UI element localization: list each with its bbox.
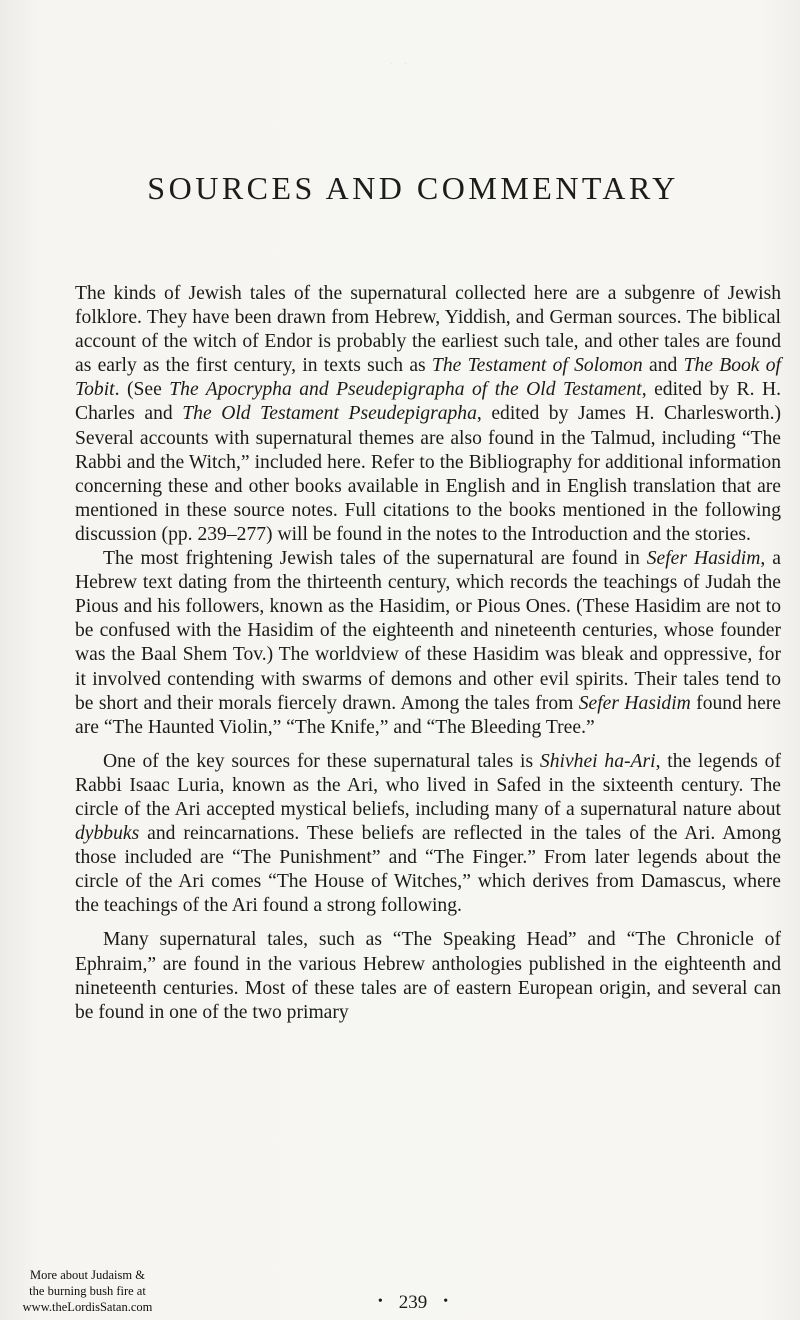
page-number: 239 bbox=[398, 1292, 428, 1313]
text-run: , the legends of Rabbi Isaac Luria, known as the Ari, who lived in Safed in the sixteenth century. The circle of the Ari accepted mystical beliefs, including many of a supernatural nature about bbox=[75, 750, 781, 820]
italic-title: The Old Testament Pseudepigrapha bbox=[182, 403, 477, 425]
italic-title: dybbuks bbox=[75, 823, 140, 845]
chapter-title: SOURCES AND COMMENTARY bbox=[147, 170, 679, 206]
paragraph bbox=[75, 282, 781, 547]
text-run: , edited by R. H. Charles and bbox=[75, 379, 782, 425]
text-run: and reincarnations. These beliefs are reflected in the tales of the Ari. Among those included are “The Punishment” and “The Finger.” From later legends about the circle of the Ari comes “The House of Witches,” which derives from Damascus, where the teachings of the Ari found a strong following. bbox=[75, 823, 781, 917]
text-run: Many supernatural tales, such as “The Speaking Head” and “The Chronicle of Ephraim,” are found in the various Hebrew anthologies published in the eighteenth and nineteenth centuries. Most of these tales are of eastern European origin, and several can be found in one of the two primary bbox=[75, 929, 781, 1023]
show-through-text bbox=[70, 100, 800, 125]
italic-title: Sefer Hasidim bbox=[578, 692, 691, 714]
text-run: found here are “The Haunted Violin,” “The Knife,” and “The Bleeding Tree.” bbox=[75, 692, 781, 738]
italic-title: The Book of Tobit bbox=[75, 355, 782, 401]
italic-title: Shivhei ha-Ari bbox=[539, 750, 656, 772]
text-run: and bbox=[642, 355, 684, 377]
text-run: One of the key sources for these supernatural tales is bbox=[103, 750, 540, 772]
text-run: The most frightening Jewish tales of the supernatural are found in bbox=[103, 548, 647, 570]
watermark bbox=[0, 1267, 175, 1315]
italic-title: The Testament of Solomon bbox=[431, 355, 643, 377]
italic-title: The Apocrypha and Pseudepigrapha of the Old Testament bbox=[169, 379, 642, 401]
paragraph bbox=[75, 750, 781, 919]
show-through-running-head: · · bbox=[389, 56, 411, 71]
text-run: The kinds of Jewish tales of the supernatural collected here are a subgenre of Jewish folklore. They have been drawn from Hebrew, Yiddish, and German sources. The biblical account of the witch of Endor is probably the earliest such tale, and other tales are found as early as the first century, in texts such as bbox=[75, 283, 781, 377]
paragraph bbox=[75, 928, 781, 1024]
watermark-line: www.theLordisSatan.com bbox=[22, 1300, 153, 1314]
text-run: . (See bbox=[114, 379, 170, 401]
page-number-ornament-left: • bbox=[377, 1294, 383, 1309]
italic-title: Sefer Hasidim bbox=[646, 548, 761, 570]
page-number-ornament-right: • bbox=[443, 1294, 449, 1309]
paragraph bbox=[75, 547, 781, 740]
watermark-line: More about Judaism & bbox=[30, 1268, 145, 1282]
text-run: , edited by James H. Charlesworth.) Several accounts with supernatural themes are also found in the Talmud, including “The Rabbi and the Witch,” included here. Refer to the Bibliography for additional information concerning these and other books available in English and in English translation that are mentioned in these source notes. Full citations to the books mentioned in the following discussion (pp. 239–277) will be found in the notes to the Introduction and the stories. bbox=[75, 403, 781, 545]
text-run: , a Hebrew text dating from the thirteenth century, which records the teachings of Judah the Pious and his followers, known as the Hasidim, or Pious Ones. (These Hasidim are not to be confused with the Hasidim of the eighteenth and nineteenth centuries, whose founder was the Baal Shem Tov.) The worldview of these Hasidim was bleak and oppressive, for it involved contending with swarms of demons and other evil spirits. Their tales tend to be short and their morals fiercely drawn. Among the tales from bbox=[75, 548, 781, 714]
watermark-line: the burning bush fire at bbox=[29, 1284, 146, 1298]
body-text bbox=[75, 282, 781, 1025]
